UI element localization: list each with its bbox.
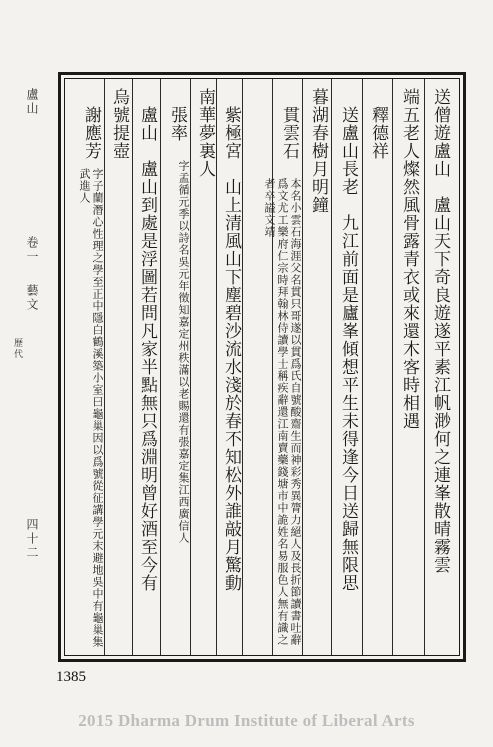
column-rule xyxy=(362,79,363,655)
author-name: 貫雲石 xyxy=(279,88,299,160)
column-rule xyxy=(190,79,191,655)
page-number: 1385 xyxy=(56,669,86,685)
text-column-3: 釋德祥 xyxy=(368,88,388,160)
text-column-2: 端五老人燦然風骨露青衣或來還木客時相遇 xyxy=(399,88,419,430)
text-column-10: 盧山 盧山到處是浮圖若問凡家半點無只爲淵明曾好酒至今有 xyxy=(137,88,157,592)
column-rule xyxy=(272,79,273,655)
watermark: 2015 Dharma Drum Institute of Liberal Arts xyxy=(78,711,415,730)
column-rule xyxy=(242,79,243,655)
column-rule xyxy=(216,79,217,655)
author-name: 謝應芳 xyxy=(81,88,101,160)
author-note: 本名小雲石海涯父名貫只哥遂以貫爲氏自號酸齋生而神彩秀異膂力絕人及長折節讀書吐辭爲文尤工樂府仁宗時拜翰林侍讀學士稱疾辭還江南賣藥錢塘市中詭姓名易服色人無有識之者卒謚文靖 xyxy=(263,178,302,646)
text-column-8: 南華夢裏人 xyxy=(195,88,215,178)
text-column-5: 暮湖春樹月明鐘 xyxy=(308,88,328,214)
column-rule xyxy=(132,79,133,655)
text-column-11: 烏號提壺 xyxy=(109,88,129,160)
gutter-section-label: 藝文 xyxy=(25,284,39,312)
text-column-1: 送僧遊盧山 盧山天下奇良遊遂平素江帆渺何之連峯散晴霧雲 xyxy=(430,88,450,574)
column-rule xyxy=(104,79,105,655)
author-name: 張率 xyxy=(167,88,187,142)
gutter-sub-label: 歷代 xyxy=(12,338,22,360)
column-rule xyxy=(392,79,393,655)
text-column-4: 送盧山長老 九江前面是廬峯傾想平生未得逢今日送歸無限思 xyxy=(338,88,358,592)
column-rule xyxy=(302,79,303,655)
gutter-book-label: 盧山 xyxy=(25,88,39,116)
column-rule xyxy=(331,79,332,655)
author-note: 字孟循元季以詩名吳元年徵知嘉定州秩滿以老賜還有張嘉定集江西廣信人 xyxy=(177,160,190,544)
book-gutter xyxy=(10,88,50,648)
column-rule xyxy=(160,79,161,655)
gutter-volume-label: 卷一 xyxy=(25,236,39,264)
gutter-folio: 四十二 xyxy=(25,518,39,560)
author-note: 字子蘭潛心性理之學至正中隱白鶴溪築小室曰龜巢因以爲號從征講學元末避地吳中有龜巢集武進人 xyxy=(78,168,104,648)
column-rule xyxy=(424,79,425,655)
text-column-7: 紫極宮 山上清風山下塵碧沙流水淺於春不知松外誰敲月驚動 xyxy=(221,88,241,592)
